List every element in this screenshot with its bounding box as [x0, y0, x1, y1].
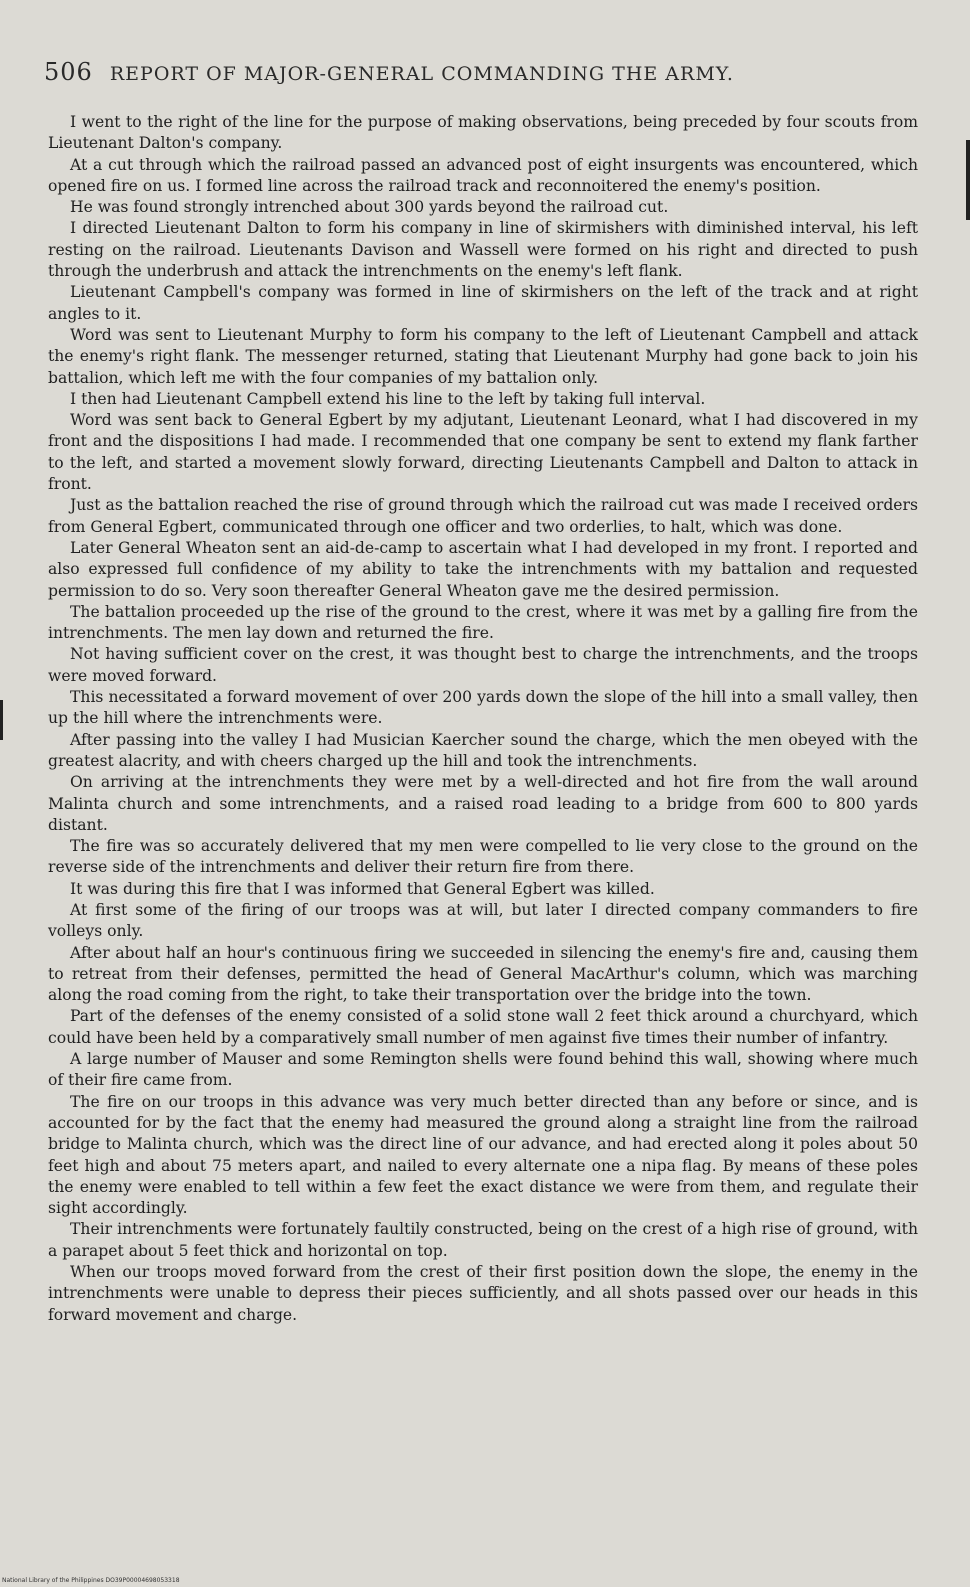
paragraph: After passing into the valley I had Musician Kaercher sound the charge, which the men obeyed with the greatest alacrity, and with cheers charged up the hill and took the intrenchments.	[48, 730, 918, 770]
paragraph: This necessitated a forward movement of over 200 yards down the slope of the hill into a small valley, then up the hill where the intrenchments were.	[48, 688, 918, 728]
paragraph: The fire on our troops in this advance was very much better directed than any before or since, and is accounted for by the fact that the enemy had measured the ground along a straight line from the railroad bridge to Malinta church, which was the direct line of our advance, and had erected along it poles about 50 feet high and about 75 meters apart, and nailed to every alternate one a nipa flag. By means of these poles the enemy were enabled to tell within a few feet the exact distance we were from them, and regulate their sight accordingly.	[48, 1092, 918, 1218]
paragraph: Later General Wheaton sent an aid-de-camp to ascertain what I had developed in my front. I reported and also expressed full confidence of my ability to take the intrenchments with my battalion and requested permission to do so. Very soon thereafter General Wheaton gave me the desired permission.	[48, 538, 918, 600]
paragraph: Word was sent back to General Egbert by my adjutant, Lieutenant Leonard, what I had discovered in my front and the dispositions I had made. I recommended that one company be sent to extend my flank farther to the left, and started a movement slowly forward, directing Lieutenants Campbell and Dalton to attack in front.	[48, 411, 918, 494]
paragraph: A large number of Mauser and some Remington shells were found behind this wall, showing where much of their fire came from.	[48, 1050, 918, 1090]
paragraph: I went to the right of the line for the purpose of making observations, being preceded by four scouts from Lieutenant Dalton's company.	[48, 113, 918, 153]
paragraph: The battalion proceeded up the rise of the ground to the crest, where it was met by a galling fire from the intrenchments. The men lay down and returned the fire.	[48, 602, 918, 643]
paragraph: He was found strongly intrenched about 300 yards beyond the railroad cut.	[70, 198, 669, 217]
paragraph: I then had Lieutenant Campbell extend his line to the left by taking full interval.	[70, 389, 706, 408]
page-number: 506	[44, 58, 93, 86]
paragraph: When our troops moved forward from the crest of their first position down the slope, the enemy in the intrenchments were unable to depress their pieces sufficiently, and all shots passed over our heads in this forward movement and charge.	[48, 1263, 918, 1324]
paragraph: At first some of the firing of our troops was at will, but later I directed company commanders to fire volleys only.	[48, 900, 918, 941]
paragraph: Their intrenchments were fortunately faultily constructed, being on the crest of a high rise of ground, with a parapet about 5 feet thick and horizontal on top.	[48, 1220, 918, 1260]
scan-credit: National Library of the Philippines DO39P00004698053318	[2, 1577, 180, 1584]
paragraph: Lieutenant Campbell's company was formed in line of skirmishers on the left of the track and at right angles to it.	[48, 283, 918, 323]
paragraph: It was during this fire that I was informed that General Egbert was killed.	[70, 879, 655, 898]
running-title: REPORT OF MAJOR-GENERAL COMMANDING THE ARMY.	[109, 63, 734, 85]
paragraph: Not having sufficient cover on the crest, it was thought best to charge the intrenchments, and the troops were moved forward.	[48, 645, 918, 685]
scan-edge-mark	[966, 140, 970, 220]
paragraph: The fire was so accurately delivered that my men were compelled to lie very close to the ground on the reverse side of the intrenchments and deliver their return fire from there.	[48, 837, 918, 877]
paragraph: After about half an hour's continuous firing we succeeded in silencing the enemy's fire and, causing them to retreat from their defenses, permitted the head of General MacArthur's column, which was marching along the road coming from the right, to take their transportation over the bridge into the town.	[48, 943, 918, 1005]
paragraph: Just as the battalion reached the rise of ground through which the railroad cut was made I received orders from General Egbert, communicated through one officer and two orderlies, to halt, which was done.	[48, 496, 918, 536]
paragraph: Part of the defenses of the enemy consisted of a solid stone wall 2 feet thick around a churchyard, which could have been held by a comparatively small number of men against five times their number of infantry.	[48, 1007, 918, 1047]
paragraph: At a cut through which the railroad passed an advanced post of eight insurgents was encountered, which opened fire on us. I formed line across the railroad track and reconnoitered the enemy's position.	[48, 155, 918, 195]
paragraph: On arriving at the intrenchments they were met by a well-directed and hot fire from the wall around Malinta church and some intrenchments, and a raised road leading to a bridge from 600 to 800 yards distant.	[48, 773, 918, 834]
running-header	[44, 58, 924, 86]
body-text	[48, 112, 918, 1326]
scan-edge-mark	[0, 700, 3, 740]
paragraph: I directed Lieutenant Dalton to form his company in line of skirmishers with diminished interval, his left resting on the railroad. Lieutenants Davison and Wassell were formed on his right and directed to push through the underbrush and attack the intrenchments on the enemy's left flank.	[48, 219, 918, 281]
paragraph: Word was sent to Lieutenant Murphy to form his company to the left of Lieutenant Campbell and attack the enemy's right flank. The messenger returned, stating that Lieutenant Murphy had gone back to join his battalion, which left me with the four companies of my battalion only.	[48, 325, 918, 387]
